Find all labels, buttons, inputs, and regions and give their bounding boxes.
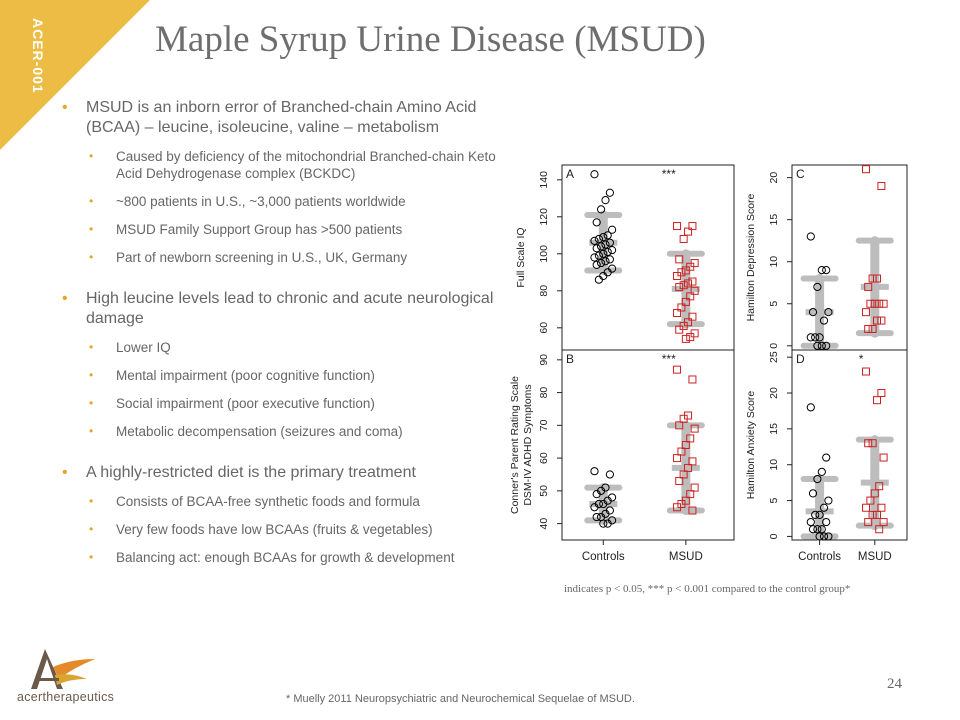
y-tick-label: 10 xyxy=(768,458,780,471)
data-point xyxy=(807,404,814,411)
data-point xyxy=(680,236,687,243)
y-tick-label: 60 xyxy=(538,321,550,334)
x-tick-label: MSUD xyxy=(668,551,703,563)
bullet-list xyxy=(58,98,508,577)
data-point xyxy=(818,468,825,475)
data-point xyxy=(807,233,814,240)
footnote: * Muelly 2011 Neuropsychiatric and Neurochemical Sequelae of MSUD. xyxy=(286,693,635,705)
panel-frame xyxy=(792,165,907,350)
x-tick-label: MSUD xyxy=(857,551,892,563)
bullet-sub: • Lower IQ xyxy=(58,339,508,356)
data-point xyxy=(606,471,613,478)
bullet-sub: • ~800 patients in U.S., ~3,000 patients worldwide xyxy=(58,193,508,210)
bullet-sub: • Social impairment (poor executive function) xyxy=(58,395,508,412)
y-tick-label: 90 xyxy=(538,353,550,366)
data-point xyxy=(863,309,870,316)
x-tick-label: Controls xyxy=(581,551,625,563)
y-tick-label: 50 xyxy=(538,485,550,497)
y-tick-label: 15 xyxy=(768,423,780,435)
data-point xyxy=(880,300,887,307)
data-point xyxy=(818,267,825,274)
y-tick-label: 10 xyxy=(768,255,780,268)
data-point xyxy=(825,497,832,504)
bullet-sub: • Metabolic decompensation (seizures and coma) xyxy=(58,423,508,440)
y-tick-label: 120 xyxy=(538,208,550,226)
bullet-main: • MSUD is an inborn error of Branched-chain Amino Acid (BCAA) – leucine, isoleucine, valine – metabolism xyxy=(58,98,508,138)
y-tick-label: 140 xyxy=(538,171,550,189)
data-point xyxy=(823,454,830,461)
data-point xyxy=(689,376,696,383)
company-logo-text: acertherapeutics xyxy=(17,690,115,704)
y-axis-label: Hamilton Anxiety Score xyxy=(745,390,757,500)
data-point xyxy=(674,455,681,462)
data-point xyxy=(807,518,814,525)
y-tick-label: 0 xyxy=(768,342,780,349)
bullet-main: • High leucine levels lead to chronic and acute neurological damage xyxy=(58,289,508,329)
y-axis-label: Full Scale IQ xyxy=(515,227,527,288)
significance-label: * xyxy=(858,352,864,366)
panel-frame xyxy=(562,165,734,350)
panel-frame xyxy=(562,350,734,540)
data-point xyxy=(591,171,598,178)
y-tick-label: 15 xyxy=(768,213,780,226)
data-point xyxy=(878,183,885,190)
data-point xyxy=(674,223,681,230)
y-tick-label: 0 xyxy=(768,533,780,540)
data-point xyxy=(880,454,887,461)
bullet-sub: • Balancing act: enough BCAAs for growth & development xyxy=(58,549,508,566)
data-point xyxy=(874,397,881,404)
chart-note: indicates p < 0.05, *** p < 0.001 compared to the control group* xyxy=(564,583,851,595)
data-point xyxy=(691,484,698,491)
bullet-sub: • Caused by deficiency of the mitochondrial Branched-chain Keto Acid Dehydrogenase complex (BCKDC) xyxy=(58,148,508,182)
data-point xyxy=(878,390,885,397)
bullet-sub: • Very few foods have low BCAAs (fruits & vegetables) xyxy=(58,521,508,538)
y-tick-label: 80 xyxy=(538,386,550,399)
y-axis-label: DSM-IV ADHD Symptoms xyxy=(522,384,534,506)
panel-label: B xyxy=(566,352,575,366)
y-tick-label: 70 xyxy=(538,419,550,432)
bullet-sub: • Mental impairment (poor cognitive function) xyxy=(58,367,508,384)
bullet-sub: • Part of newborn screening in U.S., UK, Germany xyxy=(58,249,508,266)
y-tick-label: 20 xyxy=(768,387,780,399)
panel-label: C xyxy=(796,167,805,181)
msud-scatter-chart xyxy=(488,160,908,610)
y-tick-label: 25 xyxy=(768,351,780,364)
document-code: ACER-001 xyxy=(30,18,46,94)
data-point xyxy=(591,254,598,261)
data-point xyxy=(682,335,689,342)
data-point xyxy=(863,166,870,173)
y-tick-label: 100 xyxy=(538,245,550,263)
data-point xyxy=(591,468,598,475)
y-tick-label: 40 xyxy=(538,517,550,530)
x-tick-label: Controls xyxy=(798,551,842,563)
data-point xyxy=(674,366,681,373)
page-number: 24 xyxy=(887,676,902,692)
bullet-sub: • MSUD Family Support Group has >500 patients xyxy=(58,221,508,238)
data-point xyxy=(602,197,609,204)
y-tick-label: 60 xyxy=(538,452,550,464)
bullet-main: • A highly-restricted diet is the primary treatment xyxy=(58,463,508,483)
significance-label: *** xyxy=(661,167,676,181)
data-point xyxy=(606,189,613,196)
y-tick-label: 5 xyxy=(768,497,780,504)
panel-label: A xyxy=(566,167,575,181)
significance-label: *** xyxy=(661,352,676,366)
y-tick-label: 20 xyxy=(768,171,780,184)
slide-title: Maple Syrup Urine Disease (MSUD) xyxy=(155,19,706,60)
data-point xyxy=(807,334,814,341)
y-axis-label: Conner's Parent Rating Scale xyxy=(509,376,521,514)
bullet-sub: • Consists of BCAA-free synthetic foods and formula xyxy=(58,493,508,510)
data-point xyxy=(863,504,870,511)
data-point xyxy=(595,276,602,283)
y-tick-label: 5 xyxy=(768,300,780,307)
data-point xyxy=(608,247,615,254)
y-tick-label: 80 xyxy=(538,284,550,297)
y-axis-label: Hamilton Depression Score xyxy=(745,193,757,322)
panel-label: D xyxy=(796,352,805,366)
data-point xyxy=(863,368,870,375)
